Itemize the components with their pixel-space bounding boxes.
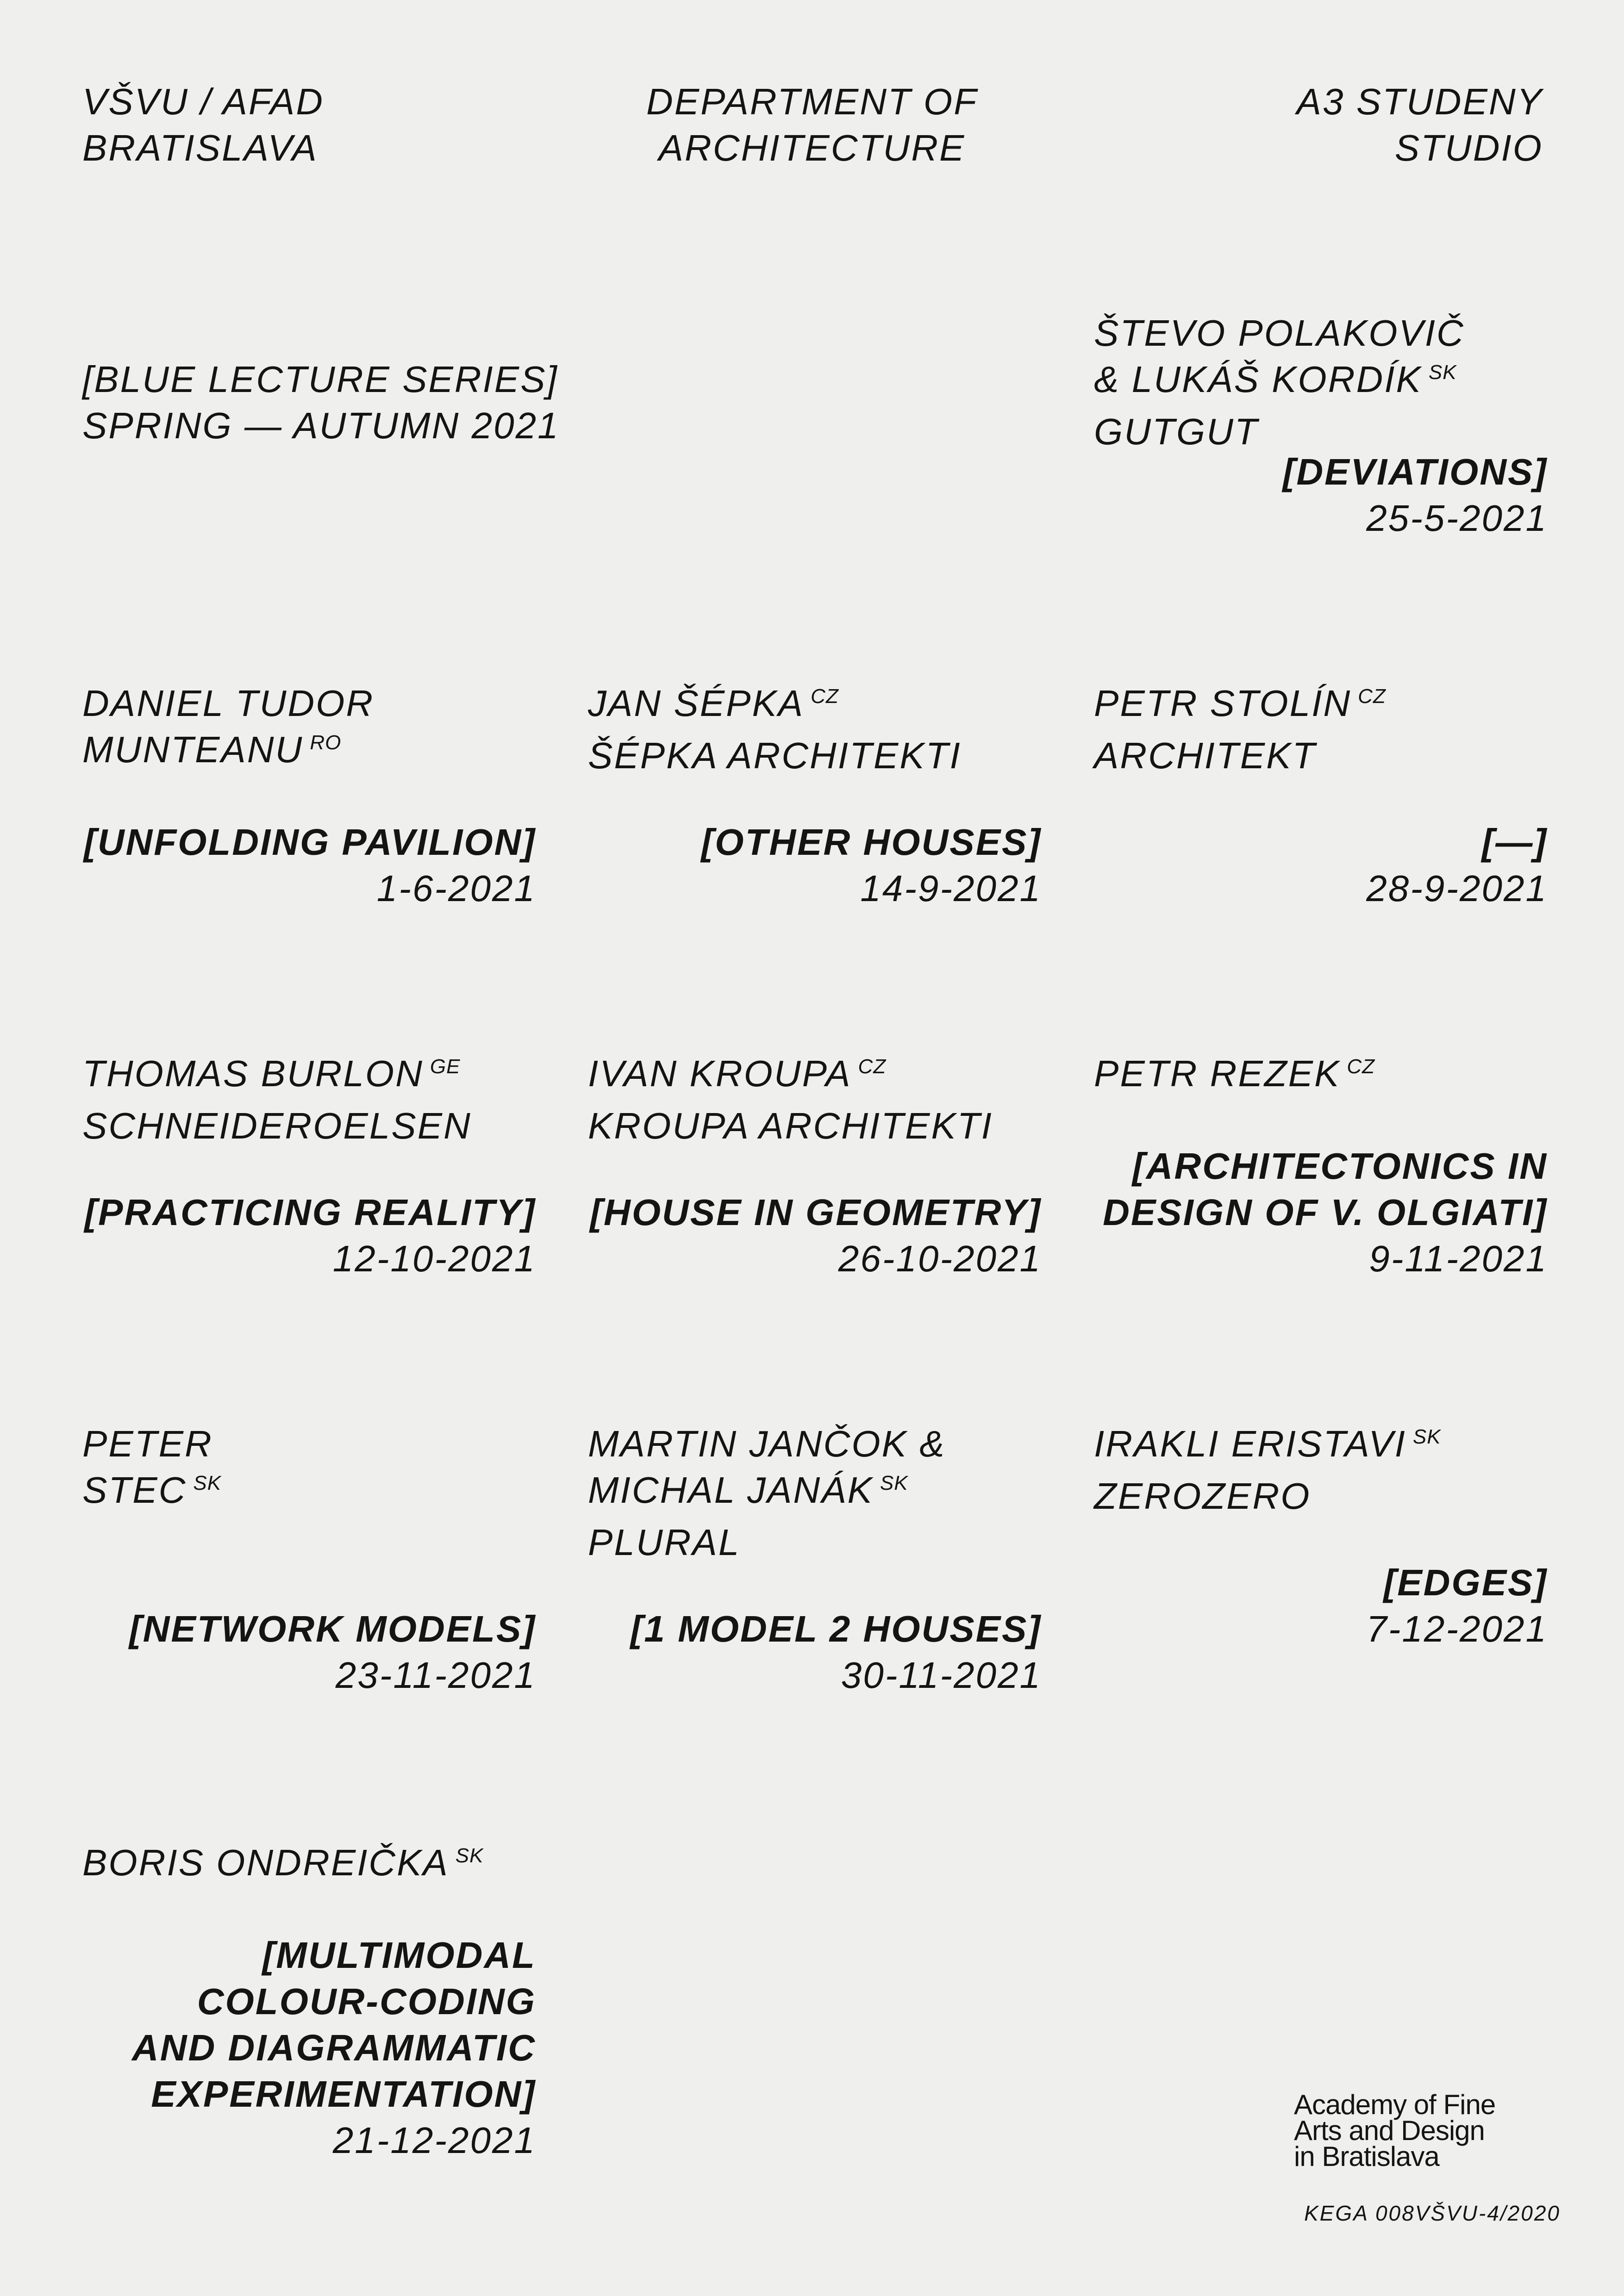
lecture-title: [MULTIMODAL <box>262 1935 536 1976</box>
speaker-name: DANIEL TUDOR <box>82 683 375 724</box>
lecture-title-block <box>82 1189 536 1282</box>
speaker-line <box>82 1840 536 1892</box>
speaker-name: GUTGUT <box>1094 411 1259 452</box>
lecture-title-block <box>1094 1560 1548 1652</box>
lecture-date: 23-11-2021 <box>335 1655 536 1696</box>
speaker-block <box>82 680 536 779</box>
lecture-title: [PRACTICING REALITY] <box>84 1192 536 1233</box>
speaker-block <box>82 1840 536 1892</box>
speaker-line <box>82 727 536 779</box>
speaker-block <box>1094 1421 1548 1519</box>
speaker-name: MUNTEANU <box>82 729 304 770</box>
speaker-name: MICHAL JANÁK <box>588 1469 874 1511</box>
country-code: SK <box>1428 361 1457 384</box>
country-code: SK <box>880 1472 908 1494</box>
lecture-title: DESIGN OF V. OLGIATI] <box>1103 1192 1548 1233</box>
speaker-name: PLURAL <box>588 1522 741 1563</box>
series-title: [BLUE LECTURE SERIES] <box>82 359 558 400</box>
lecture-date: 25-5-2021 <box>1366 498 1548 539</box>
speaker-name: IVAN KROUPA <box>588 1053 852 1094</box>
speaker-name: PETR STOLÍN <box>1094 683 1352 724</box>
speaker-line <box>588 1519 1042 1566</box>
speaker-name: THOMAS BURLON <box>82 1053 424 1094</box>
country-code: SK <box>455 1844 484 1867</box>
speaker-line <box>1094 1051 1548 1103</box>
lecture-date: 26-10-2021 <box>838 1238 1042 1279</box>
speaker-name: ŠTEVO POLAKOVIČ <box>1094 312 1465 354</box>
speaker-name: PETER <box>82 1423 213 1464</box>
lecture-date: 14-9-2021 <box>860 868 1042 909</box>
header-studio <box>1173 79 1543 171</box>
lecture-date: 12-10-2021 <box>332 1238 536 1279</box>
lecture-title: [—] <box>1481 821 1548 863</box>
speaker-line <box>588 1421 1042 1467</box>
speaker-name: STEC <box>82 1469 187 1511</box>
lecture-date: 28-9-2021 <box>1366 868 1548 909</box>
lecture-title-block <box>1094 1143 1548 1282</box>
header-department-line: ARCHITECTURE <box>658 127 966 168</box>
speaker-block <box>588 680 1042 779</box>
lecture-date: 1-6-2021 <box>376 868 536 909</box>
academy-logo <box>1294 2089 1496 2172</box>
lecture-date: 30-11-2021 <box>841 1655 1042 1696</box>
lecture-title-block <box>82 1932 536 2164</box>
speaker-block <box>588 1421 1042 1566</box>
logo-line: Academy of Fine <box>1294 2089 1496 2120</box>
lecture-title-block <box>82 1606 536 1699</box>
speaker-line <box>588 680 1042 733</box>
speaker-line <box>1094 680 1548 733</box>
speaker-block <box>82 1421 536 1519</box>
country-code: CZ <box>811 685 839 708</box>
lecture-date: 9-11-2021 <box>1369 1238 1548 1279</box>
speaker-line <box>1094 310 1548 356</box>
country-code: CZ <box>1358 685 1386 708</box>
lecture-title: [HOUSE IN GEOMETRY] <box>590 1192 1042 1233</box>
lecture-title-block <box>588 1189 1042 1282</box>
speaker-line <box>1094 733 1548 779</box>
lecture-title-block <box>588 1606 1042 1699</box>
speaker-line <box>82 1467 536 1519</box>
lecture-title-block <box>1094 819 1548 912</box>
country-code: CZ <box>858 1055 887 1078</box>
lecture-date: 21-12-2021 <box>332 2120 536 2161</box>
header-school-line: VŠVU / AFAD <box>82 81 324 122</box>
speaker-name: ŠÉPKA ARCHITEKTI <box>588 735 962 776</box>
speaker-line <box>1094 409 1548 455</box>
lecture-title: [ARCHITECTONICS IN <box>1132 1145 1548 1187</box>
country-code: SK <box>193 1472 222 1494</box>
country-code: CZ <box>1347 1055 1375 1078</box>
header-school-line: BRATISLAVA <box>82 127 318 168</box>
speaker-line <box>1094 1473 1548 1519</box>
series-heading <box>82 356 560 449</box>
header-department-line: DEPARTMENT OF <box>646 81 978 122</box>
lecture-title-block <box>1094 449 1548 541</box>
header-school <box>82 79 324 171</box>
speaker-line <box>588 733 1042 779</box>
speaker-name: ARCHITEKT <box>1094 735 1317 776</box>
lecture-date: 7-12-2021 <box>1366 1608 1548 1649</box>
lecture-title: [NETWORK MODELS] <box>129 1608 536 1649</box>
speaker-name: & LUKÁŠ KORDÍK <box>1094 359 1422 400</box>
speaker-line <box>588 1467 1042 1519</box>
grant-code: KEGA 008VŠVU-4/2020 <box>1304 2201 1561 2225</box>
speaker-block <box>1094 310 1548 455</box>
country-code: RO <box>310 731 342 754</box>
lecture-title: [1 MODEL 2 HOUSES] <box>630 1608 1042 1649</box>
header-department <box>627 79 997 171</box>
speaker-line <box>588 1051 1042 1103</box>
speaker-block <box>588 1051 1042 1149</box>
country-code: SK <box>1412 1425 1441 1448</box>
speaker-block <box>1094 1051 1548 1103</box>
country-code: GE <box>430 1055 461 1078</box>
speaker-line <box>1094 356 1548 409</box>
header-studio-line: A3 STUDENY <box>1296 81 1543 122</box>
lecture-title-block <box>82 819 536 912</box>
lecture-title: AND DIAGRAMMATIC <box>131 2027 536 2068</box>
lecture-title-block <box>588 819 1042 912</box>
lecture-title: [EDGES] <box>1383 1562 1548 1603</box>
speaker-name: IRAKLI ERISTAVI <box>1094 1423 1406 1464</box>
logo-line: in Bratislava <box>1294 2141 1439 2172</box>
speaker-line <box>82 1421 536 1467</box>
speaker-block <box>1094 680 1548 779</box>
logo-line: Arts and Design <box>1294 2115 1485 2146</box>
speaker-name: ZEROZERO <box>1094 1475 1311 1517</box>
speaker-line <box>82 1051 536 1103</box>
speaker-line <box>588 1103 1042 1149</box>
speaker-line <box>82 1103 536 1149</box>
series-period: SPRING — AUTUMN 2021 <box>82 405 560 446</box>
speaker-name: JAN ŠÉPKA <box>588 683 805 724</box>
lecture-title: [DEVIATIONS] <box>1282 451 1548 492</box>
speaker-name: BORIS ONDREIČKA <box>82 1842 449 1883</box>
speaker-name: SCHNEIDEROELSEN <box>82 1105 472 1146</box>
speaker-line <box>1094 1421 1548 1473</box>
speaker-name: KROUPA ARCHITEKTI <box>588 1105 993 1146</box>
speaker-line <box>82 680 536 727</box>
lecture-title: [UNFOLDING PAVILION] <box>84 821 536 863</box>
lecture-title: COLOUR-CODING <box>197 1981 536 2022</box>
speaker-name: MARTIN JANČOK & <box>588 1423 946 1464</box>
header-studio-line: STUDIO <box>1394 127 1543 168</box>
speaker-block <box>82 1051 536 1149</box>
lecture-title: EXPERIMENTATION] <box>151 2073 536 2115</box>
speaker-name: PETR REZEK <box>1094 1053 1341 1094</box>
lecture-title: [OTHER HOUSES] <box>701 821 1042 863</box>
